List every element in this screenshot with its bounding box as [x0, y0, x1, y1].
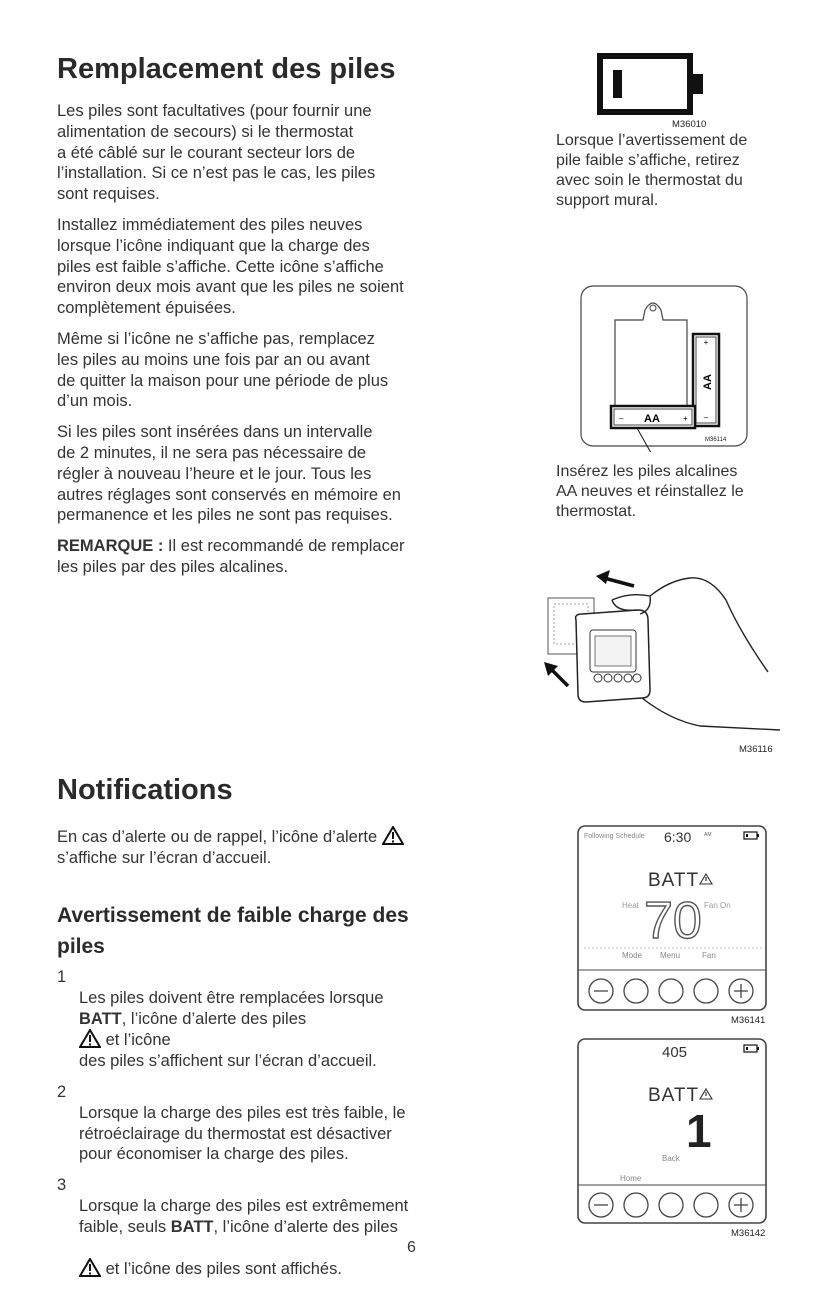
menu-fan: Fan — [702, 951, 716, 960]
list-item: 1 Les piles doivent être remplacées lorsque BATT, l’icône d’alerte des piles et l’icône des piles s’affichent sur l’écran d’accueil. — [57, 968, 384, 1071]
menu-menu: Menu — [660, 951, 681, 960]
paragraph-two-minutes: Si les piles sont insérées dans un intervalle de 2 minutes, il ne sera pas nécessaire de régler à nouveau l’heure et le jour. Tous les autres réglages sont conservés en mémoire en permanence et les piles ne sont pas requises. — [57, 423, 401, 525]
battery-warning-caption: Lorsque l’avertissement de pile faible s’affiche, retirez avec soin le thermostat du support mural. — [556, 132, 748, 209]
temperature-display: 70 — [644, 892, 702, 950]
figure-code-m36142: M36142 — [731, 1228, 766, 1239]
page-number: 6 — [407, 1239, 416, 1256]
battery-label-horizontal: AA — [644, 413, 660, 425]
insert-batteries-caption: Insérez les piles alcalines AA neuves et réinstallez le thermostat. — [556, 463, 744, 520]
figure-code-m36010: M36010 — [672, 119, 707, 130]
clock-ampm: AM — [704, 832, 712, 838]
batt-indicator: BATT — [648, 1085, 700, 1106]
paragraph-replace-yearly: Même si l’icône ne s’affiche pas, remplacez les piles au moins une fois par an ou avant de quitter la maison pour une période de plus d’un mois. — [57, 329, 389, 411]
alert-triangle-icon — [79, 1029, 101, 1048]
home-button[interactable] — [624, 1193, 648, 1217]
figure-code-m36114: M36114 — [705, 437, 727, 443]
intro-text-b: s’affiche sur l’écran d’accueil. — [57, 848, 272, 867]
menu-button[interactable] — [659, 979, 683, 1003]
figure-code-m36116: M36116 — [739, 744, 773, 755]
svg-text:–: – — [619, 414, 624, 423]
battery-label-vertical: AA — [702, 374, 714, 390]
svg-text:–: – — [703, 413, 709, 422]
note-text: Il est recommandé de remplacer les piles par des piles alcalines. — [57, 537, 405, 576]
right-button[interactable] — [694, 1193, 718, 1217]
thermostat-screen-dimmed — [576, 1037, 770, 1227]
back-button[interactable] — [659, 1193, 683, 1217]
heat-label: Heat — [622, 901, 639, 910]
note-label: REMARQUE : — [57, 537, 164, 556]
home-label: Home — [620, 1174, 642, 1183]
value-display: 1 — [686, 1105, 712, 1157]
note-paragraph — [57, 536, 487, 578]
minus-button[interactable] — [589, 1193, 613, 1217]
alert-triangle-icon — [382, 826, 404, 845]
alert-code: 405 — [662, 1044, 688, 1061]
svg-text:+: + — [683, 414, 688, 423]
fan-on-label: Fan On — [704, 901, 731, 910]
thermostat-screen-home — [576, 824, 770, 1014]
plus-button[interactable] — [729, 1193, 753, 1217]
svg-text:+: + — [703, 338, 709, 347]
menu-mode: Mode — [622, 951, 643, 960]
subtitle-low-battery-warning: Avertissement de faible charge des piles — [57, 904, 409, 958]
batt-indicator: BATT — [648, 870, 700, 891]
section-title-battery-replacement: Remplacement des piles — [57, 53, 396, 85]
thermostat-removal-illustration — [540, 570, 780, 740]
paragraph-install-new-batteries: Installez immédiatement des piles neuves lorsque l’icône indiquant que la charge des piles est faible s’affiche. Cette icône s’affiche environ deux mois avant que les piles ne soient complètement épuisées. — [57, 215, 404, 318]
low-battery-icon — [597, 52, 707, 118]
mode-button[interactable] — [624, 979, 648, 1003]
clock-time: 6:30 — [664, 829, 692, 845]
intro-text-a: En cas d’alerte ou de rappel, l’icône d’alerte — [57, 828, 378, 846]
list-item: 2 Lorsque la charge des piles est très faible, le rétroéclairage du thermostat est désactiver pour économiser la charge des piles. — [57, 1082, 406, 1164]
fan-button[interactable] — [694, 979, 718, 1003]
battery-replacement-body — [57, 101, 487, 588]
low-battery-steps — [57, 967, 487, 1290]
back-label: Back — [662, 1154, 680, 1163]
list-item: 3 Lorsque la charge des piles est extrêmement faible, seuls BATT, l’icône d’alerte des piles et l’icône des piles sont affichés. — [57, 1176, 409, 1279]
section-title-notifications: Notifications — [57, 774, 233, 806]
status-following-schedule: Following Schedule — [584, 833, 645, 840]
notifications-intro — [57, 826, 487, 869]
figure-code-m36141: M36141 — [731, 1015, 766, 1026]
plus-button[interactable] — [729, 979, 753, 1003]
minus-button[interactable] — [589, 979, 613, 1003]
paragraph-optional-batteries: Les piles sont facultatives (pour fournir une alimentation de secours) si le thermostat a été câblé sur le courant secteur lors de l’installation. Si ce n’est pas le cas, les piles sont requises. — [57, 102, 376, 204]
backplate-batteries-illustration — [575, 282, 755, 452]
